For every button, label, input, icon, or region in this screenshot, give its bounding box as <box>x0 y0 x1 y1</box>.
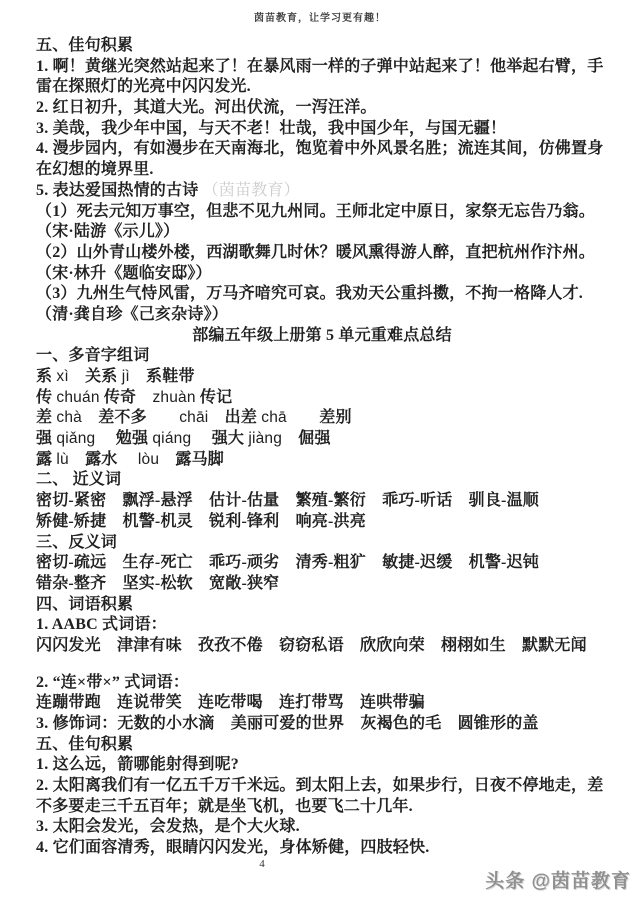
doc-text-line <box>36 838 608 859</box>
doc-text-line <box>36 797 608 818</box>
chinese-text: 不多要走三千五百年；就是坐飞机，也要飞二十几年. <box>36 797 413 815</box>
chinese-text: 3. 美哉，我少年中国，与天不老！壮哉，我中国少年，与国无疆！ <box>36 119 507 137</box>
chinese-text: 矫健-矫捷 机警-机灵 锐利-锋利 响亮-洪亮 <box>36 512 366 530</box>
doc-text-line <box>36 636 608 657</box>
chinese-text: 2. 太阳离我们有一亿五千万千米远。到太阳上去，如果步行，日夜不停地走，差 <box>36 777 604 795</box>
chinese-text: （2）山外青山楼外楼，西湖歌舞几时休？暖风熏得游人醉，直把杭州作汴州。 <box>36 243 596 261</box>
chinese-text: 传奇 <box>99 388 153 406</box>
header-slogan: 茵苗教育，让学习更有趣！ <box>254 13 386 24</box>
doc-text-line <box>36 181 608 202</box>
pinyin-text: jiàng <box>248 430 283 448</box>
chinese-text: 关系 <box>68 368 122 385</box>
document-body <box>36 36 608 859</box>
doc-text-line <box>36 57 608 78</box>
doc-text-line <box>36 776 608 797</box>
chinese-text: 1. 啊！黄继光突然站起来了！在暴风雨一样的子弹中站起来了！他举起右臂，手 <box>36 57 604 75</box>
page-number: 4 <box>259 858 265 870</box>
chinese-text: （3）九州生气恃风雷，万马齐喑究可哀。我劝天公重抖擞，不拘一格降人才. <box>36 285 584 303</box>
chinese-text: 1. 这么远，箭哪能射得到呢? <box>36 756 240 774</box>
doc-text-line <box>36 243 608 264</box>
chinese-text: 强 <box>36 430 57 448</box>
doc-text-line <box>36 714 608 735</box>
chinese-text: 出差 <box>208 409 262 427</box>
doc-text-line <box>36 574 608 595</box>
chinese-text: 闪闪发光 津津有味 孜孜不倦 窃窃私语 欣欣向荣 栩栩如生 默默无闻 <box>36 636 587 654</box>
chinese-text: 倔强 <box>282 430 331 448</box>
pinyin-text: jì <box>121 368 130 385</box>
chinese-text: 差别 <box>286 409 352 427</box>
doc-text-line <box>36 693 608 714</box>
pinyin-text: chāi <box>179 409 209 427</box>
chinese-text: 强大 <box>191 430 249 448</box>
doc-heading-line <box>36 533 608 554</box>
doc-blank-line <box>36 657 608 673</box>
chinese-text: 密切-疏远 生存-死亡 乖巧-顽劣 清秀-粗犷 敏捷-迟缓 机警-迟钝 <box>36 554 539 572</box>
doc-text-line <box>36 222 608 243</box>
chinese-text: 露水 <box>68 450 138 468</box>
doc-text-line <box>36 512 608 533</box>
pinyin-text: qiáng <box>152 430 192 448</box>
chinese-text: 4. 漫步园内，有如漫步在天南海北，饱览着中外风景名胜；流连其间，仿佛置身 <box>36 140 604 158</box>
chinese-text: （宋·林升《题临安邸》） <box>36 264 212 282</box>
chinese-text: 3. 修饰词：无数的小水滴 美丽可爱的世界 灰褐色的毛 圆锥形的盖 <box>36 715 539 732</box>
inline-watermark: （茵苗教育） <box>202 181 300 199</box>
chinese-text: 三、反义词 <box>36 533 118 551</box>
doc-text-line <box>36 264 608 285</box>
chinese-text: 传记 <box>195 388 233 406</box>
pinyin-text: chà <box>56 409 82 427</box>
chinese-text: 部编五年级上册第 5 单元重难点总结 <box>192 326 452 344</box>
doc-title-line <box>36 326 608 347</box>
chinese-text: 连蹦带跑 连说带笑 连吃带喝 连打带骂 连哄带骗 <box>36 694 425 712</box>
chinese-text: 露马脚 <box>159 450 224 468</box>
doc-text-line <box>36 673 608 694</box>
doc-text-line <box>36 429 608 450</box>
doc-text-line <box>36 755 608 776</box>
doc-heading-line <box>36 36 608 57</box>
chinese-text: 系 <box>36 368 57 385</box>
chinese-text: （宋·陆游《示儿》） <box>36 223 180 241</box>
chinese-text: 差不多 <box>82 409 180 427</box>
pinyin-text: lù <box>56 450 69 468</box>
chinese-text: （清·龚自珍《己亥杂诗》） <box>36 305 228 323</box>
chinese-text: 传 <box>36 388 57 406</box>
doc-text-line <box>36 367 608 388</box>
doc-heading-line <box>36 346 608 367</box>
doc-text-line <box>36 98 608 119</box>
doc-text-line <box>36 450 608 471</box>
doc-text-line <box>36 615 608 636</box>
chinese-text: 五、佳句积累 <box>36 37 134 54</box>
chinese-text: 勉强 <box>95 430 153 448</box>
chinese-text: 1. AABC 式词语： <box>36 616 167 634</box>
doc-text-line <box>36 119 608 140</box>
doc-text-line <box>36 77 608 98</box>
chinese-text: 错杂-整齐 坚实-松软 宽敞-狭窄 <box>36 574 280 592</box>
doc-text-line <box>36 284 608 305</box>
chinese-text: （1）死去元知万事空，但悲不见九州同。王师北定中原日，家祭无忘告乃翁。 <box>36 202 596 220</box>
chinese-text: 四、词语积累 <box>36 595 134 613</box>
chinese-text: 差 <box>36 409 57 427</box>
chinese-text: 在幻想的境界里. <box>36 161 154 179</box>
doc-text-line <box>36 305 608 326</box>
chinese-text: 2. 红日初升，其道大光。河出伏流，一泻汪洋。 <box>36 99 377 117</box>
chinese-text: 二、 近义词 <box>36 471 122 489</box>
doc-text-line <box>36 491 608 512</box>
chinese-text: 4. 它们面容清秀，眼睛闪闪发光，身体矫健，四肢轻快. <box>36 839 430 857</box>
doc-text-line <box>36 553 608 574</box>
chinese-text: 雷在探照灯的光亮中闪闪发光. <box>36 78 251 96</box>
doc-text-line <box>36 139 608 160</box>
doc-text-line <box>36 160 608 181</box>
chinese-text: 3. 太阳会发光，会发热，是个大火球. <box>36 818 300 836</box>
chinese-text: 2. “连×带×” 式词语： <box>36 673 190 691</box>
pinyin-text: chā <box>261 409 287 427</box>
doc-heading-line <box>36 735 608 756</box>
chinese-text: 五、佳句积累 <box>36 735 134 753</box>
toutiao-watermark: 头条 @茵苗教育 <box>485 871 631 892</box>
chinese-text: 一、多音字组词 <box>36 347 150 365</box>
pinyin-text: qiǎng <box>56 430 96 448</box>
doc-heading-line <box>36 470 608 491</box>
pinyin-text: xì <box>56 368 69 385</box>
pinyin-text: zhuàn <box>152 388 196 406</box>
chinese-text: 露 <box>36 450 57 468</box>
chinese-text: 密切-紧密 飘浮-悬浮 估计-估量 繁殖-繁衍 乖巧-听话 驯良-温顺 <box>36 492 539 510</box>
chinese-text: 5. 表达爱国热情的古诗 <box>36 181 203 199</box>
pinyin-text: lòu <box>137 450 160 468</box>
doc-text-line <box>36 817 608 838</box>
doc-text-line <box>36 388 608 409</box>
chinese-text: 系鞋带 <box>129 368 195 385</box>
pinyin-text: chuán <box>56 388 100 406</box>
doc-heading-line <box>36 595 608 616</box>
doc-text-line <box>36 202 608 223</box>
doc-text-line <box>36 408 608 429</box>
